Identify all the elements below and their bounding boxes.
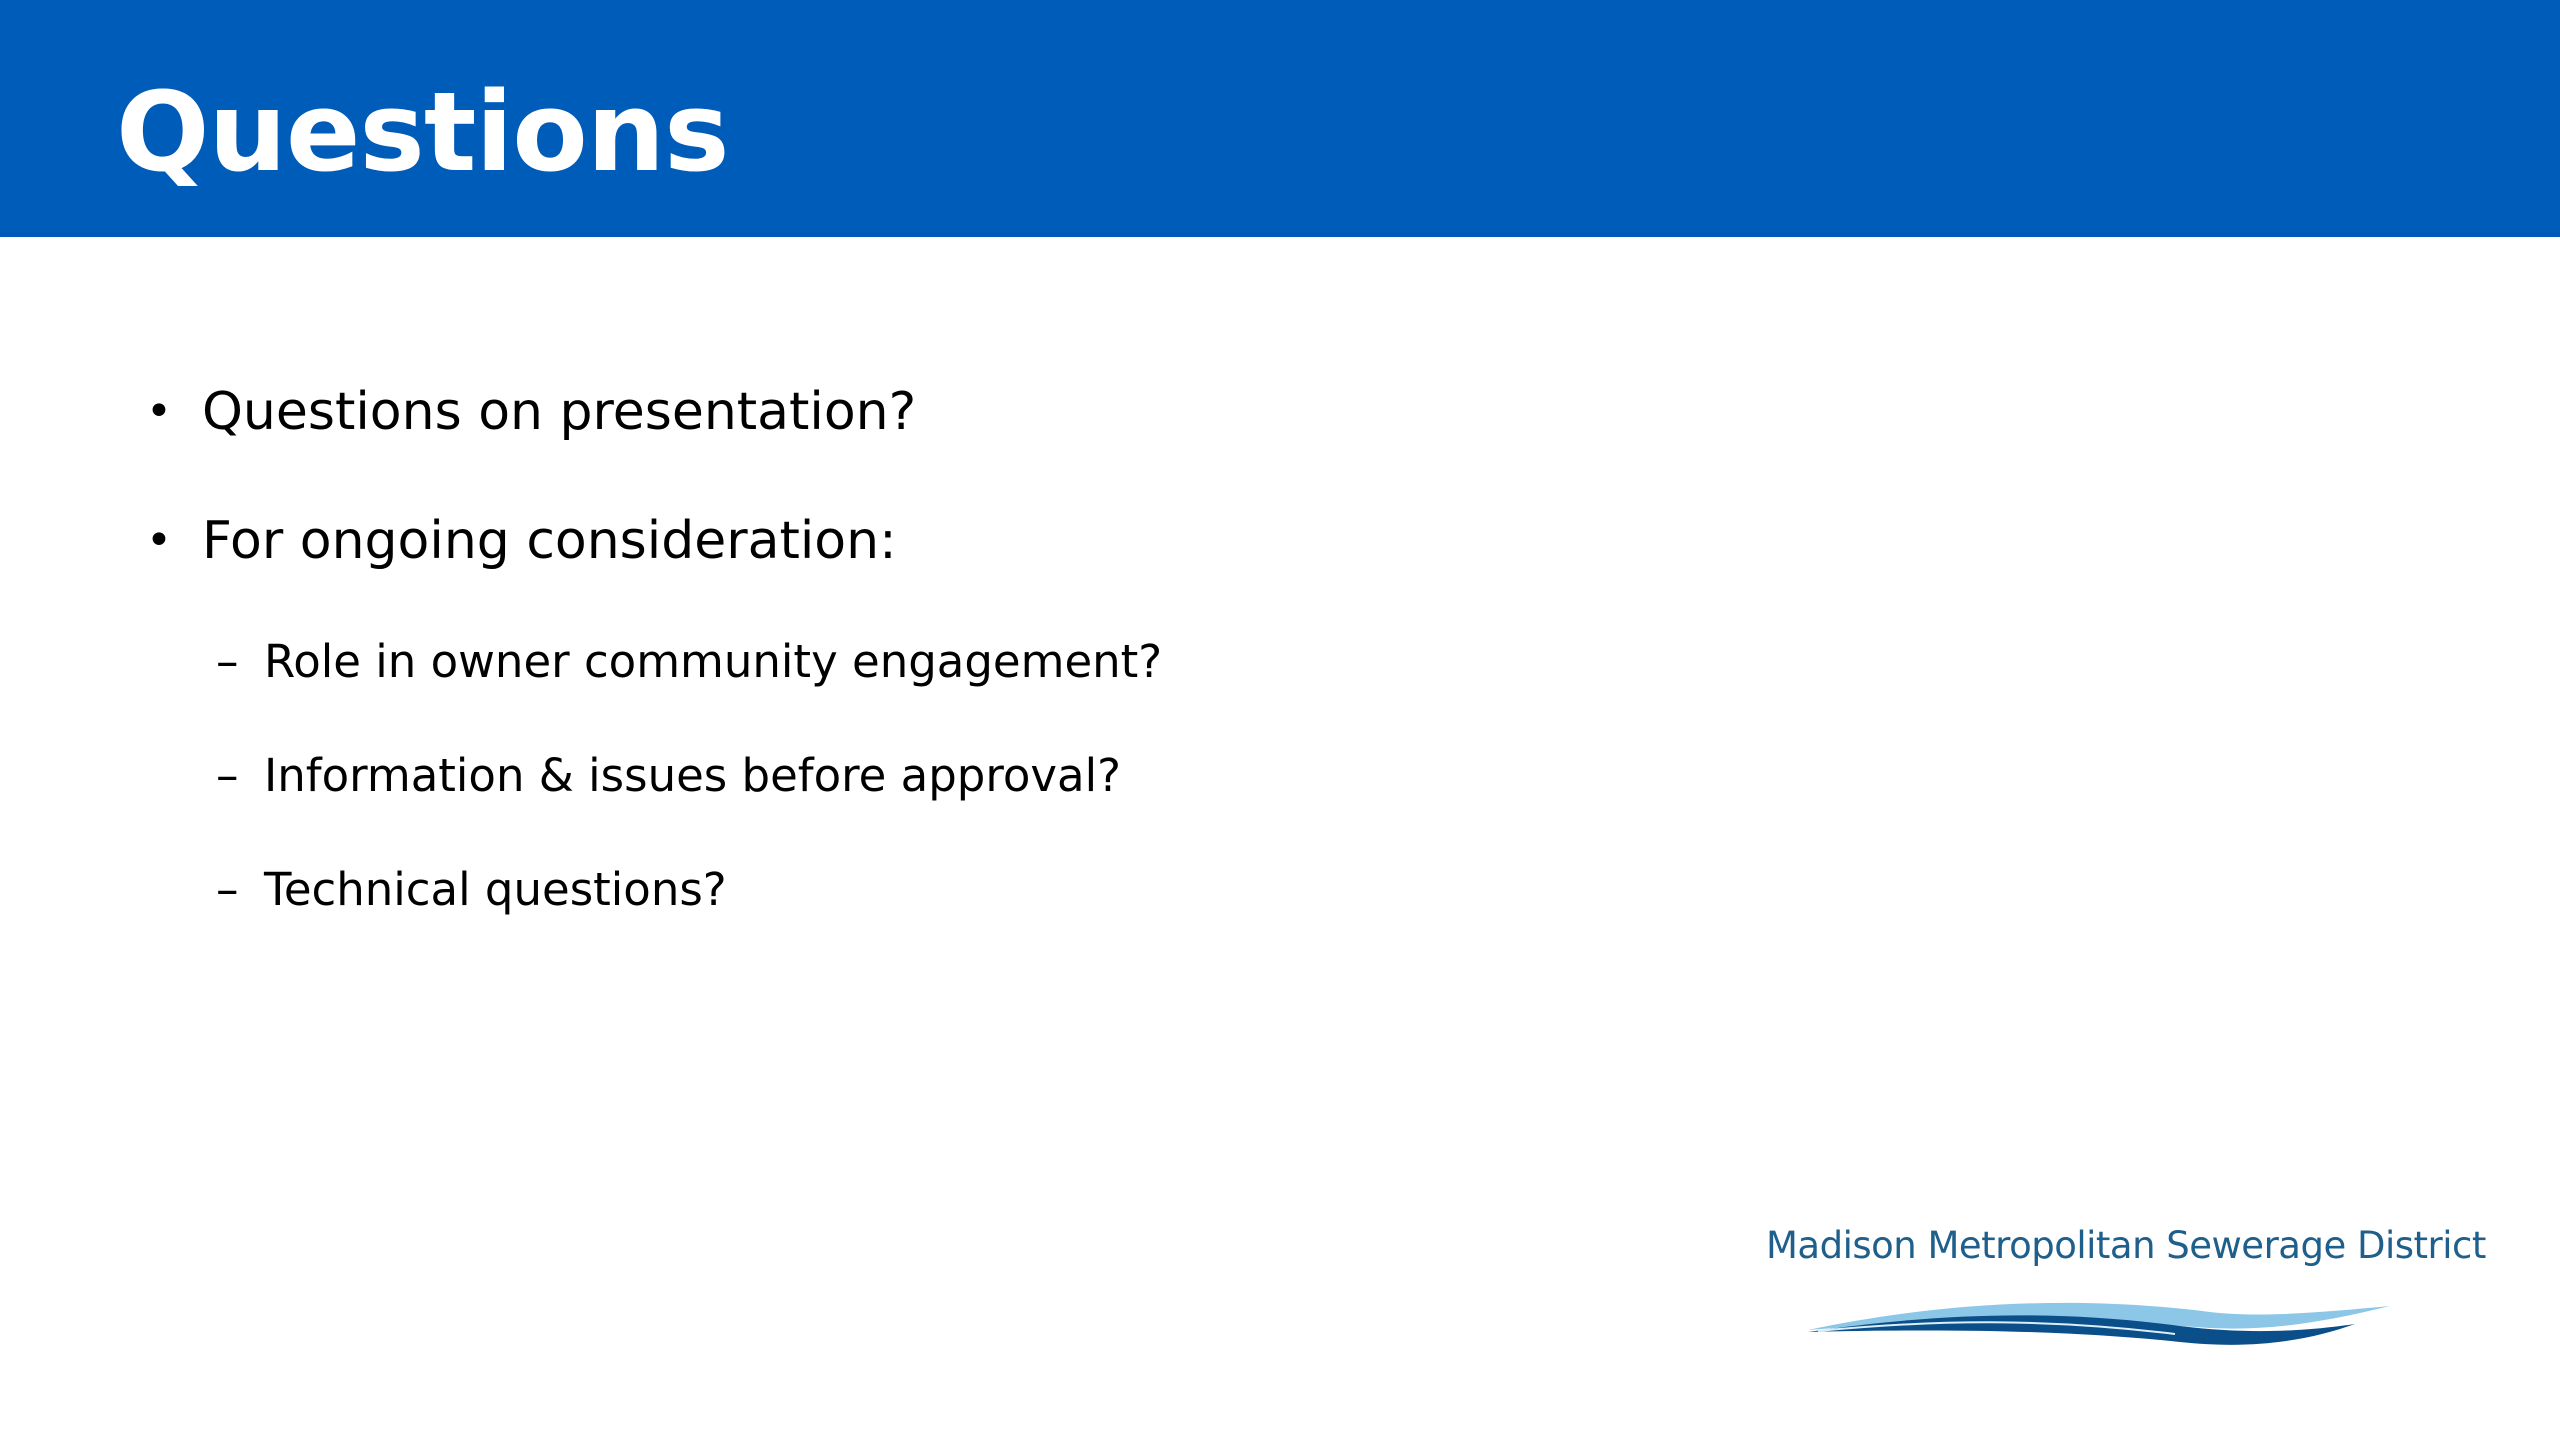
sub-bullet-item: [216, 630, 1162, 694]
bullet-marker: •: [146, 386, 172, 437]
slide-title: Questions: [116, 68, 729, 196]
bullet-text: Questions on presentation?: [202, 382, 917, 442]
sub-bullet-marker: –: [216, 863, 239, 916]
logo-text: Madison Metropolitan Sewerage District: [1766, 1224, 2486, 1267]
bullet-item: [146, 377, 916, 447]
sub-bullet-item: [216, 858, 727, 922]
sub-bullet-text: Technical questions?: [264, 863, 727, 916]
sub-bullet-text: Information & issues before approval?: [264, 749, 1121, 802]
water-wave-logo-icon: [1800, 1284, 2400, 1364]
sub-bullet-item: [216, 744, 1121, 808]
district-logo: [1760, 1218, 2486, 1358]
sub-bullet-marker: –: [216, 635, 239, 688]
bullet-marker: •: [146, 515, 172, 566]
bullet-item: [146, 506, 897, 576]
sub-bullet-marker: –: [216, 749, 239, 802]
bullet-text: For ongoing consideration:: [202, 511, 897, 571]
sub-bullet-text: Role in owner community engagement?: [264, 635, 1163, 688]
